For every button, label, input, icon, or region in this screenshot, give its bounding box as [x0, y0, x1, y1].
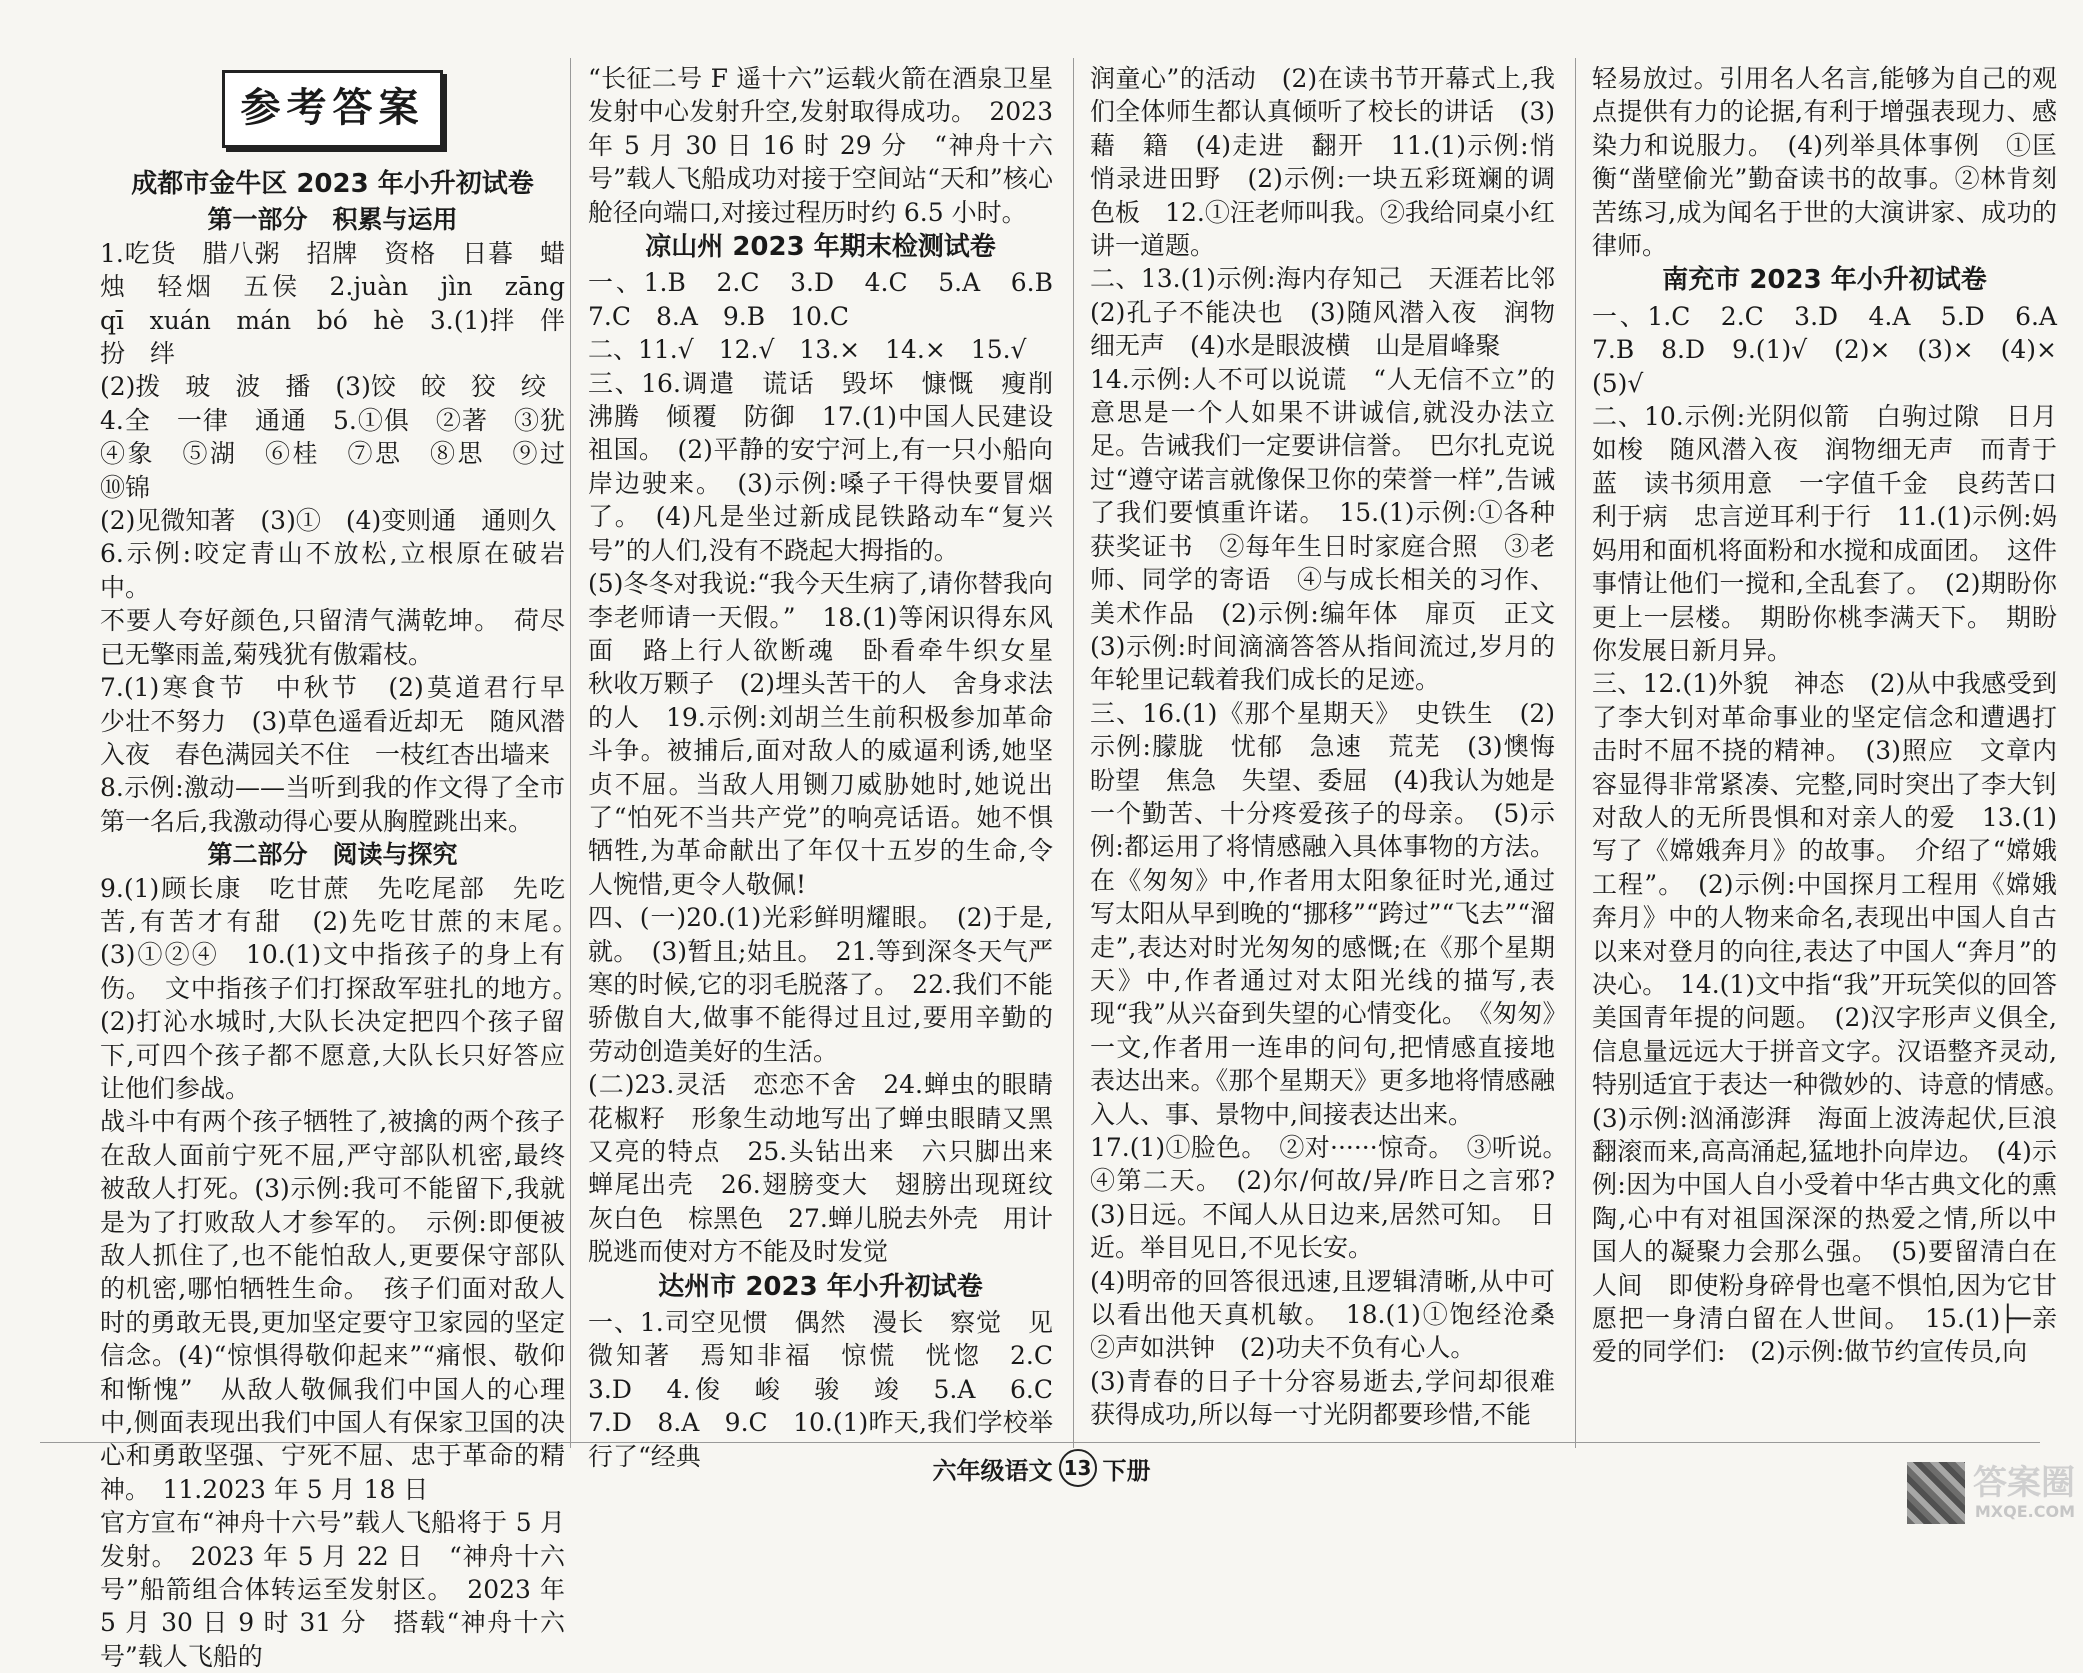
answer-paragraph: 6.示例:咬定青山不放松,立根原在破岩中。	[100, 539, 565, 602]
page-title: 参考答案	[222, 70, 443, 148]
section-title: 第一部分 积累与运用	[207, 205, 458, 235]
answer-paragraph: 17.(1)①脸色。 ②对······惊奇。 ③听说。 ④第二天。 (2)尔/何故/异/昨日之言邪? (3)日远。不闻人从日边来,居然可知。 日近。举目见日,不见长安。	[1090, 1133, 1581, 1263]
answer-paragraph: 二、11.√ 12.√ 13.× 14.× 15.√	[588, 335, 1027, 365]
watermark-text: 答案圈 MXQE.COM	[1973, 1463, 2075, 1521]
exam-title: 凉山州 2023 年期末检测试卷	[645, 232, 996, 263]
answer-paragraph: 三、16.(1)《那个星期天》 史铁生 (2)示例:朦胧 忧郁 急速 荒芜 (3)懊悔 盼望 焦急 失望、委屈 (4)我认为她是一个勤苦、十分疼爱孩子的母亲。 (5)示例:都运用了将情感融入具体事物的方法。在《匆匆》中,作者用太阳象征时光,通过写太阳从早到晚的“挪移”“跨过”“飞去”“溜走”,表达对时光匆匆的感慨;在《那个星期天》中,作者通过对太阳光线的描写,表现“我”从兴奋到失望的心情变化。 《匆匆》一文,作者用一连串的问句,把情感直接地表达出来。《那个星期天》更多地将情感融入人、事、景物中,间接表达出来。	[1090, 698, 1581, 1129]
exam-title: 成都市金牛区 2023 年小升初试卷	[131, 169, 534, 199]
column-3	[1090, 62, 1581, 1442]
column-divider	[1575, 58, 1576, 1448]
answer-paragraph: 8.示例:激动——当听到我的作文得了全市第一名后,我激动得心要从胸膛跳出来。	[100, 773, 565, 836]
answer-paragraph: (2)拨 玻 波 播 (3)饺 皎 狡 绞	[100, 372, 546, 402]
exam-title: 南充市 2023 年小升初试卷	[1662, 265, 1987, 296]
answer-paragraph: (4)明帝的回答很迅速,且逻辑清晰,从中可以看出他天真机敏。 18.(1)①饱经沧桑 ②声如洪钟 (2)功夫不负有心人。	[1090, 1266, 1581, 1363]
answer-paragraph: (2)见微知著 (3)① (4)变则通 通则久	[100, 506, 557, 536]
pixelated-logo-icon	[1907, 1462, 1965, 1524]
answer-paragraph: 4.全 一律 通通 5.①俱 ②著 ③犹 ④象 ⑤湖 ⑥桂 ⑦思 ⑧思 ⑨过 ⑩锦	[100, 405, 591, 502]
page-footer	[0, 1448, 2083, 1488]
answer-paragraph: 不要人夸好颜色,只留清气满乾坤。 荷尽已无擎雨盖,菊残犹有傲霜枝。	[100, 606, 565, 669]
column-divider	[570, 58, 571, 1448]
footer-divider	[40, 1442, 2040, 1443]
answer-paragraph: 二、10.示例:光阴似箭 白驹过隙 日月如梭 随风潜入夜 润物细无声 而青于蓝 读书须用意 一字值千金 良药苦口利于病 忠言逆耳利于行 11.(1)示例:妈妈用和面机将面粉和水搅和成面团。 这件事情让他们一搅和,全乱套了。 (2)期盼你更上一层楼。 期盼你桃李满天下。 期盼你发展日新月异。	[1592, 402, 2057, 665]
watermark-logo	[1880, 1456, 2075, 1530]
footer-grade: 六年级语文	[932, 1456, 1053, 1485]
answer-paragraph: 9.(1)顾长康 吃甘蔗 先吃尾部 先吃苦,有苦才有甜 (2)先吃甘蔗的末尾。 (3)①②④ 10.(1)文中指孩子的身上有伤。 文中指孩子们打探敌军驻扎的地方。 (2)打沁水城时,大队长决定把四个孩子留下,可四个孩子都不愿意,大队长只好答应让他们参战。	[100, 873, 591, 1103]
answer-paragraph: “长征二号 F 遥十六”运载火箭在酒泉卫星发射中心发射升空,发射取得成功。 2023 年 5 月 30 日 16 时 29 分 “神舟十六号”载人飞船成功对接于空间站“天和”核心舱径向端口,对接过程历时约 6.5 小时。	[588, 64, 1053, 227]
answer-paragraph: 三、16.调遣 谎话 毁坏 慷慨 瘦削 沸腾 倾覆 防御 17.(1)中国人民建设祖国。 (2)平静的安宁河上,有一只小船向岸边驶来。 (3)示例:嗓子干得快要冒烟了。 (4)凡是坐过新成昆铁路动车“复兴号”的人们,没有不跷起大拇指的。	[588, 368, 1079, 565]
answer-paragraph: 四、(一)20.(1)光彩鲜明耀眼。 (2)于是,就。 (3)暂且;姑且。 21.等到深冬天气严寒的时候,它的羽毛脱落了。 22.我们不能骄傲自大,做事不能得过且过,要用辛勤的劳动创造美好的生活。	[588, 903, 1053, 1066]
column-divider	[1073, 58, 1074, 1448]
answer-paragraph: 14.示例:人不可以说谎 “人无信不立”的意思是一个人如果不讲诚信,就没办法立足。告诫我们一定要讲信誉。 巴尔扎克说过“遵守诺言就像保卫你的荣誉一样”,告诫了我们要慎重许诺。 15.(1)示例:①各种获奖证书 ②每年生日时家庭合照 ③老师、同学的寄语 ④与成长相关的习作、美术作品 (2)示例:编年体 扉页 正文 (3)示例:时间滴滴答答从指间流过,岁月的年轮里记载着我们成长的足迹。	[1090, 364, 1581, 695]
answer-paragraph: 轻易放过。引用名人名言,能够为自己的观点提供有力的论据,有利于增强表现力、感染力和说服力。 (4)列举具体事例 ①匡衡“凿壁偷光”勤奋读书的故事。②林肯刻苦练习,成为闻名于世的大演讲家、成功的律师。	[1592, 64, 2057, 261]
answer-paragraph: 1.吃货 腊八粥 招牌 资格 日暮 蜡烛 轻烟 五侯 2.juàn jìn zāng qī xuán mán bó hè 3.(1)拌 伴 扮 绊	[100, 238, 591, 369]
answer-paragraph: (二)23.灵活 恋恋不舍 24.蝉虫的眼睛花椒籽 形象生动地写出了蝉虫眼睛又黑又亮的特点 25.头钻出来 六只脚出来 蝉尾出壳 26.翅膀变大 翅膀出现斑纹 灰白色 棕黑色 27.蝉儿脱去外壳 用计脱逃而使对方不能及时发觉	[588, 1070, 1079, 1267]
page-number: 13	[1059, 1449, 1097, 1487]
footer-volume: 下册	[1102, 1456, 1151, 1485]
answer-paragraph: 官方宣布“神舟十六号”载人飞船将于 5 月发射。 2023 年 5 月 22 日 “神舟十六号”船箭组合体转运至发射区。 2023 年 5 月 30 日 9 时 31 分 搭载“神舟十六号”载人飞船的	[100, 1508, 565, 1671]
column-4	[1592, 62, 2083, 1442]
answer-paragraph: (3)青春的日子十分容易逝去,学问却很难获得成功,所以每一寸光阴都要珍惜,不能	[1090, 1366, 1555, 1430]
answer-paragraph: 润童心”的活动 (2)在读书节开幕式上,我们全体师生都认真倾听了校长的讲话 (3)藉 籍 (4)走进 翻开 11.(1)示例:悄悄录进田野 (2)示例:一块五彩斑斓的调色板 12.①汪老师叫我。②我给同桌小红讲一道题。	[1090, 64, 1555, 261]
answer-paragraph: 二、13.(1)示例:海内存知己 天涯若比邻 (2)孔子不能决也 (3)随风潜入夜 润物细无声 (4)水是眼波横 山是眉峰聚	[1090, 264, 1581, 361]
answer-paragraph: 一、1.C 2.C 3.D 4.A 5.D 6.A 7.B 8.D 9.(1)√ (2)× (3)× (4)× (5)√	[1592, 301, 2083, 398]
answer-paragraph: 三、12.(1)外貌 神态 (2)从中我感受到了李大钊对革命事业的坚定信念和遭遇打击时不屈不挠的精神。 (3)照应 文章内容显得非常紧凑、完整,同时突出了李大钊对敌人的无所畏惧和对亲人的爱 13.(1)写了《嫦娥奔月》的故事。 介绍了“嫦娥工程”。 (2)示例:中国探月工程用《嫦娥奔月》中的人物来命名,表现出中国人自古以来对登月的向往,表达了中国人“奔月”的决心。 14.(1)文中指“我”开玩笑似的回答美国青年提的问题。 (2)汉字形声义俱全,信息量远远大于拼音文字。汉语整齐灵动,特别适宜于表达一种微妙的、诗意的情感。 (3)示例:汹涌澎湃 海面上波涛起伏,巨浪翻滚而来,高高涌起,猛地扑向岸边。 (4)示例:因为中国人自小受着中华古典文化的熏陶,心中有对祖国深深的热爱之情,所以中国人的凝聚力会那么强。 (5)要留清白在人间 即使粉身碎骨也毫不惧怕,因为它甘愿把一身清白留在人世间。 15.(1)├─亲爱的同学们: (2)示例:做节约宣传员,向	[1592, 669, 2083, 1367]
answer-paragraph: (5)冬冬对我说:“我今天生病了,请你替我向李老师请一天假。” 18.(1)等闲识得东风面 路上行人欲断魂 卧看牵牛织女星 秋收万颗子 (2)埋头苦干的人 舍身求法的人 19.示例:刘胡兰生前积极参加革命斗争。被捕后,面对敌人的威逼利诱,她坚贞不屈。当敌人用铡刀威胁她时,她说出了“怕死不当共产党”的响亮话语。她不惧牺牲,为革命献出了年仅十五岁的生命,令人惋惜,更令人敬佩!	[588, 569, 1079, 899]
answer-paragraph: 一、1.B 2.C 3.D 4.C 5.A 6.B 7.C 8.A 9.B 10.C	[588, 268, 1079, 331]
answer-paragraph: 7.(1)寒食节 中秋节 (2)莫道君行早 少壮不努力 (3)草色遥看近却无 随风潜入夜 春色满园关不住 一枝红杏出墙来	[100, 673, 591, 769]
answer-paragraph: 一、1.司空见惯 偶然 漫长 察觉 见微知著 焉知非福 惊慌 恍惚 2.C 3.D 4.俊 峻 骏 竣 5.A 6.C 7.D 8.A 9.C 10.(1)昨天,我们学校举行了“经典	[588, 1308, 1079, 1471]
exam-title: 达州市 2023 年小升初试卷	[658, 1271, 983, 1302]
section-title: 第二部分 阅读与探究	[207, 840, 458, 870]
column-1	[100, 62, 591, 1671]
answer-paragraph: 战斗中有两个孩子牺牲了,被擒的两个孩子在敌人面前宁死不屈,严守部队机密,最终被敌人打死。(3)示例:我可不能留下,我就是为了打败敌人才参军的。 示例:即便被敌人抓住了,也不能怕敌人,更要保守部队的机密,哪怕牺牲生命。 孩子们面对敌人时的勇敢无畏,更加坚定要守卫家园的坚定信念。(4)“惊惧得敬仰起来”“痛恨、敬仰和惭愧” 从敌人敬佩我们中国人的心理中,侧面表现出我们中国人有保家卫国的决心和勇敢坚强、宁死不屈、忠于革命的精神。 11.2023 年 5 月 18 日	[100, 1107, 565, 1504]
